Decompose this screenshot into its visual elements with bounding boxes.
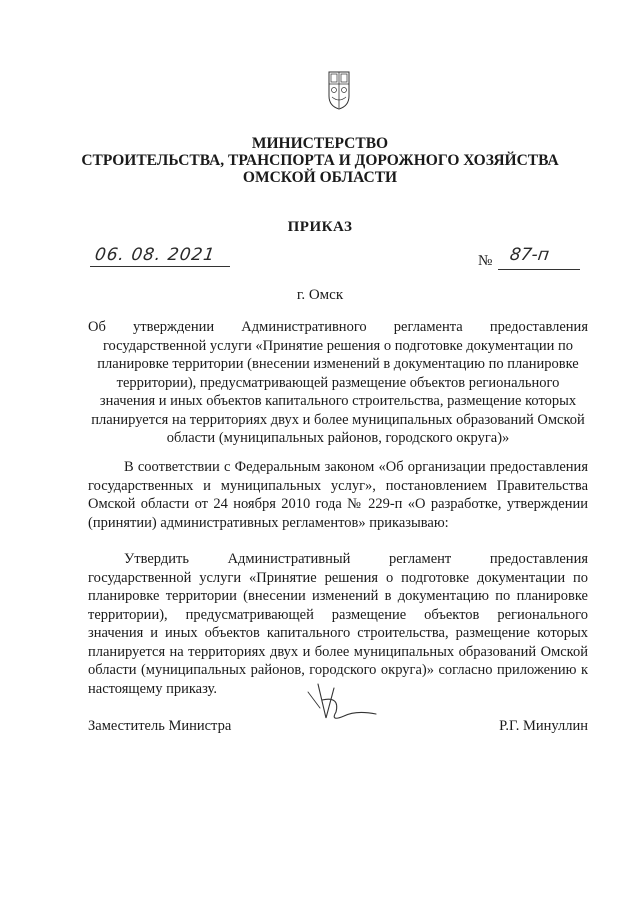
- order-title: ПРИКАЗ: [287, 219, 353, 235]
- ministry-title-line2: СТРОИТЕЛЬСТВА, ТРАНСПОРТА И ДОРОЖНОГО ХОЗЯЙСТВА: [81, 152, 559, 169]
- subject-first-line: Об утверждении Административного регламента предоставления: [88, 319, 588, 335]
- ministry-title-line1: МИНИСТЕРСТВО: [251, 135, 389, 152]
- number-underline: [498, 269, 580, 270]
- order-city: г. Омск: [296, 287, 344, 303]
- order-number: 87-п: [508, 245, 551, 265]
- ministry-title-line3: ОМСКОЙ ОБЛАСТИ: [242, 169, 398, 186]
- signatory-name: Р.Г. Минуллин: [499, 718, 588, 734]
- signatory-position: Заместитель Министра: [88, 718, 232, 734]
- coat-of-arms-icon: [327, 70, 351, 110]
- date-underline: [90, 266, 230, 267]
- body-paragraph-1: В соответствии с Федеральным законом «Об организации предоставления государственных и муниципальных услуг», постановлением Правительства Омской области от 24 ноября 2010 года № 229-п «О разработке, утверждении (принятии) административных регламентов» приказываю:: [88, 459, 588, 531]
- handwritten-signature-icon: [300, 678, 380, 728]
- body-paragraph-2: Утвердить Административный регламент предоставления государственной услуги «Принятие решения о подготовке документации по планировке территории (внесении изменений в документацию по планировке территории), предусматривающей размещение объектов регионального значения и иных объектов капитального строительства, размещение которых планируется на территориях двух и более муниципальных образований Омской области (муниципальных районов, городского округа)» согласно приложению к настоящему приказу.: [88, 551, 588, 697]
- order-date: 06. 08. 2021: [93, 245, 217, 265]
- order-subject: [88, 318, 588, 448]
- subject-rest: государственной услуги «Принятие решения о подготовке документации по планировке территории (внесении изменений в документацию по планировке территории), предусматривающей размещение объектов регионального значения и иных объектов капитального строительства, размещение которых планируется на территориях двух и более муниципальных образований Омской области (муниципальных районов, городского округа)»: [91, 337, 585, 446]
- order-number-label: №: [478, 253, 493, 269]
